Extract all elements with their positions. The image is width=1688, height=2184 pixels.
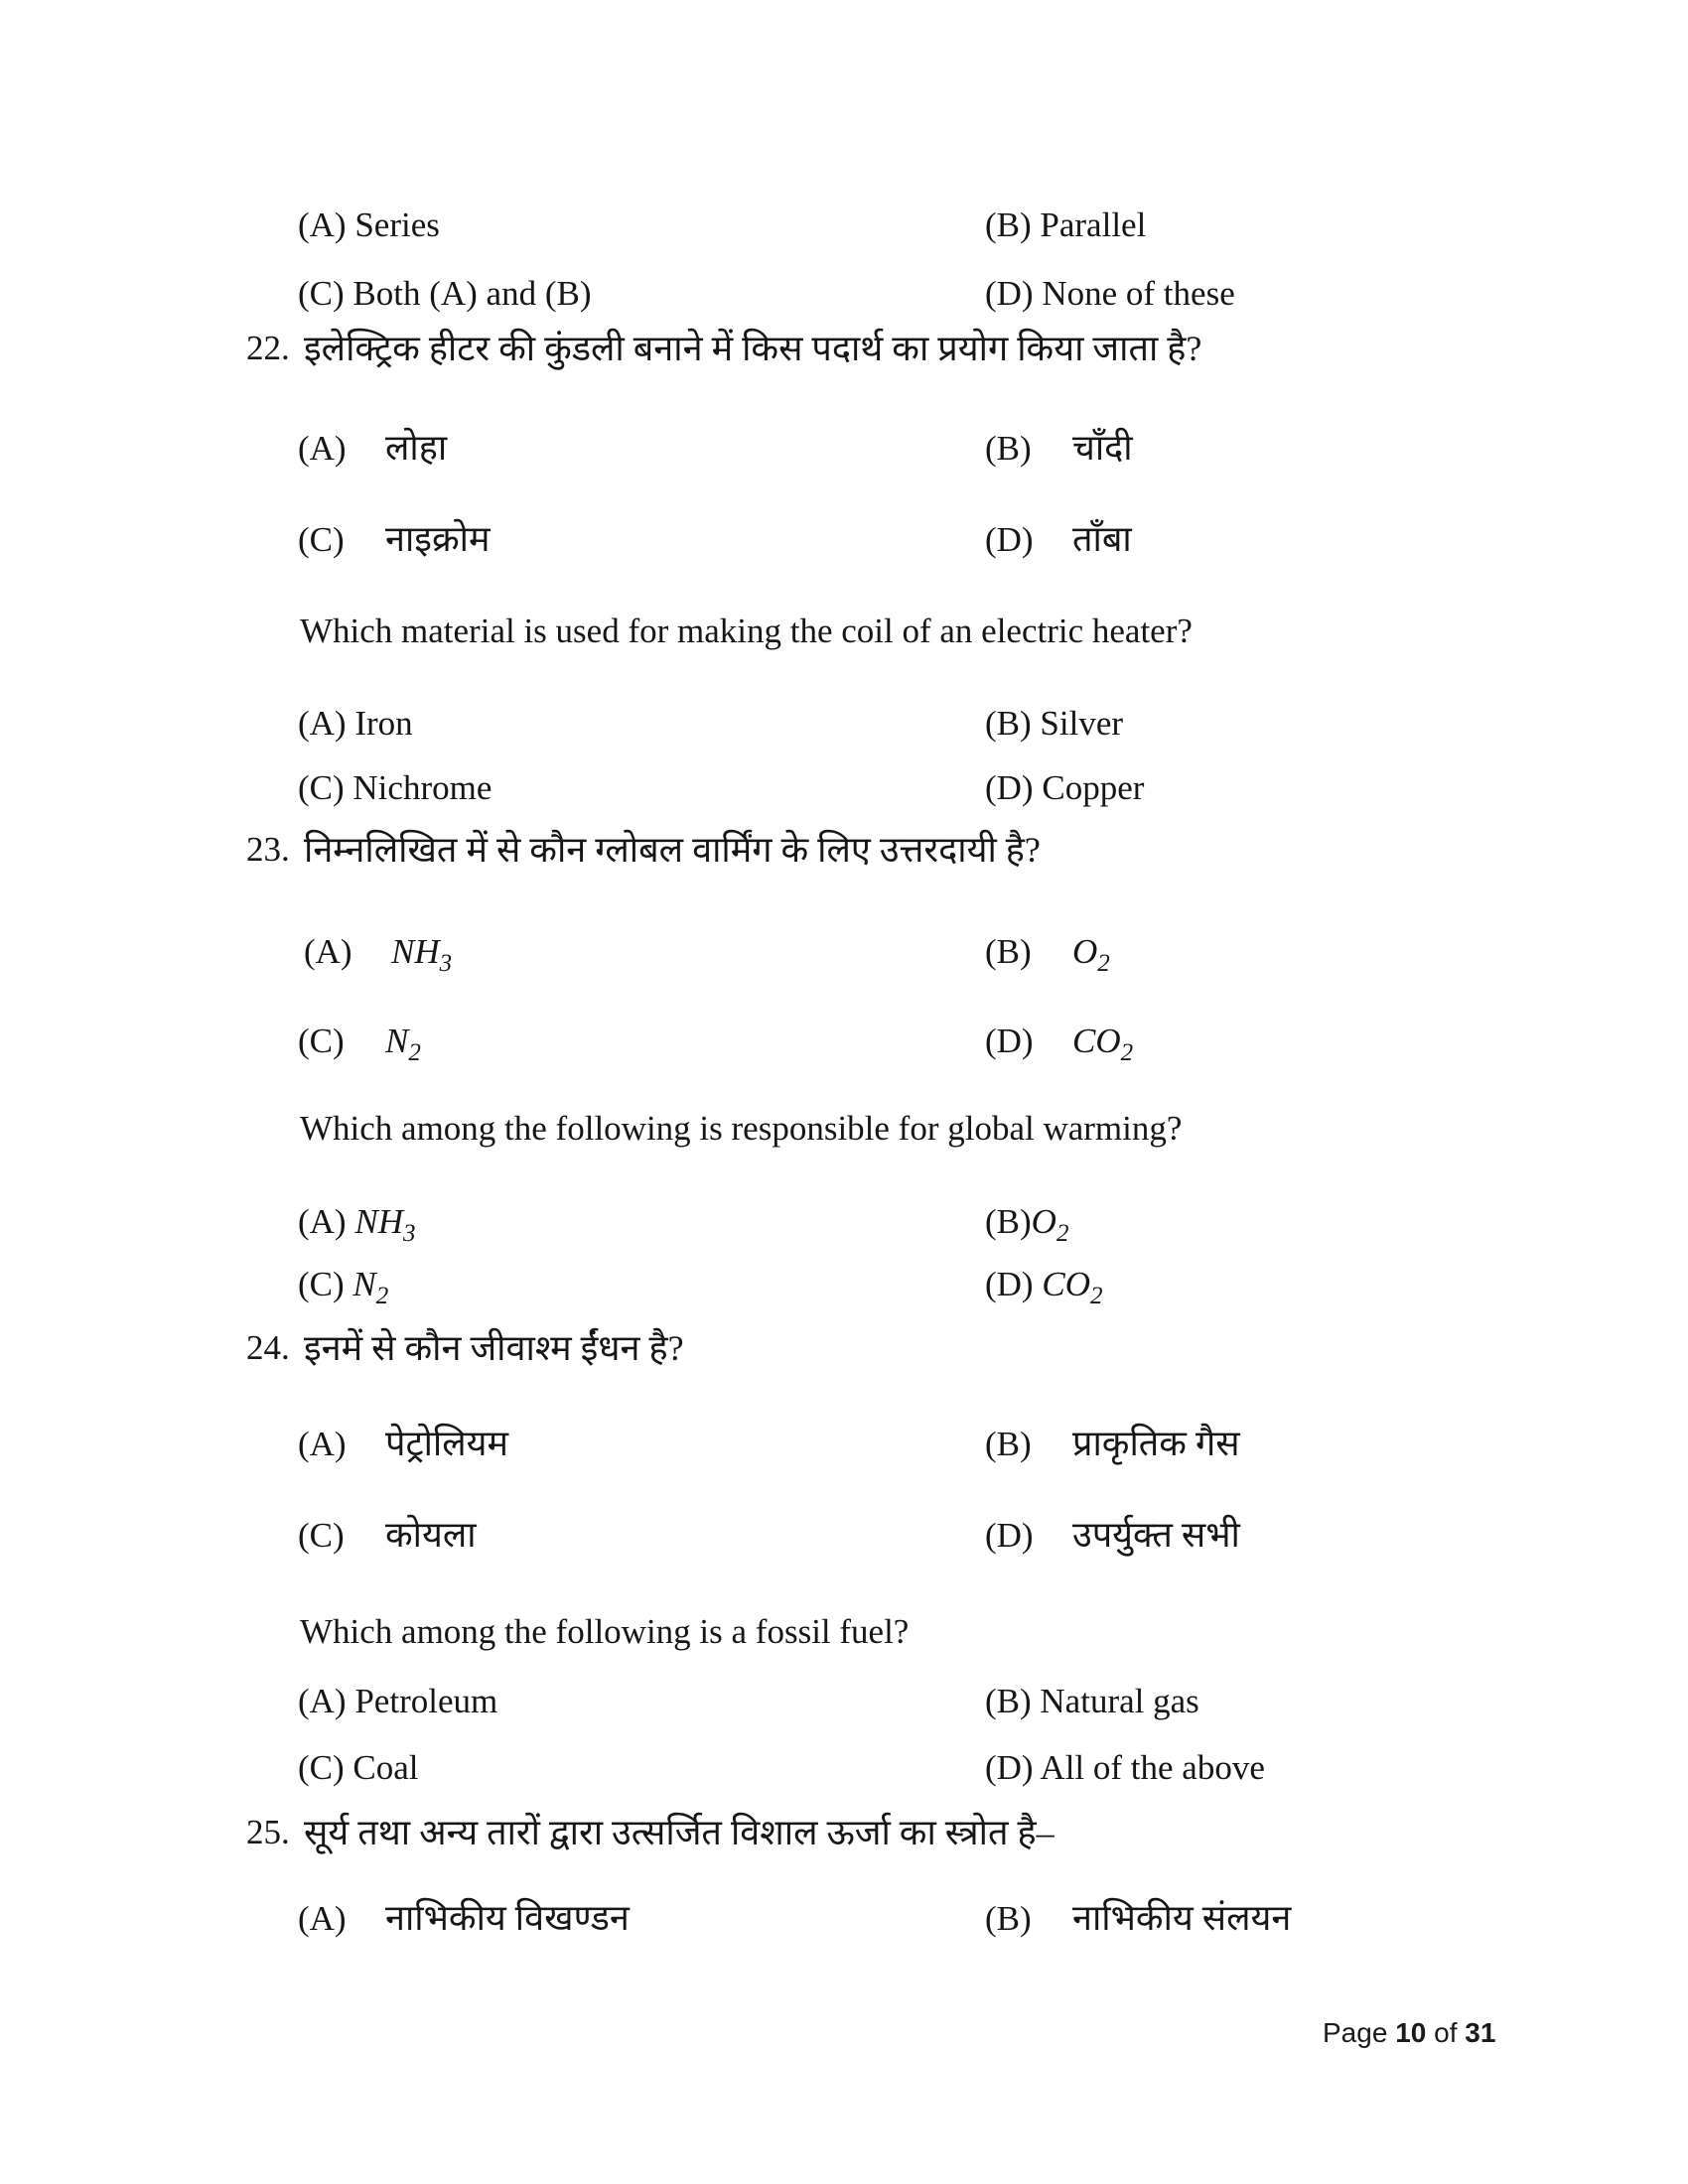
option-label: (D) (985, 520, 1034, 559)
option-d (985, 1747, 1265, 1789)
question-text-english: Which among the following is responsible for global warming? (300, 1109, 1183, 1148)
option-label: (A) (298, 429, 347, 468)
option-label: (A) (298, 1899, 347, 1938)
option-d (985, 273, 1235, 315)
option-label: (D) (985, 274, 1034, 313)
formula-subscript: 2 (408, 1039, 421, 1066)
option-b (985, 703, 1123, 745)
option-a (304, 931, 453, 977)
option-c (298, 518, 490, 561)
footer-word-of: of (1434, 2017, 1458, 2048)
chemical-formula (354, 1202, 416, 1247)
option-label: (A) (304, 932, 352, 971)
option-text: नाभिकीय संलयन (1072, 1898, 1292, 1938)
option-label: (B) (985, 1899, 1032, 1938)
formula-base: NH (391, 932, 440, 971)
option-text: Iron (354, 704, 413, 743)
question-text-hindi: इलेक्ट्रिक हीटर की कुंडली बनाने में किस पदार्थ का प्रयोग किया जाता है? (304, 329, 1202, 368)
option-text: Petroleum (354, 1682, 498, 1720)
option-label: (C) (298, 1265, 345, 1303)
option-b (985, 1201, 1069, 1247)
option-label: (C) (298, 520, 345, 559)
option-a (298, 1897, 630, 1940)
question-text-hindi: निम्नलिखित में से कौन ग्लोबल वार्मिंग के लिए उत्तरदायी है? (304, 830, 1041, 870)
option-text: Nichrome (352, 768, 492, 807)
footer-current-page: 10 (1395, 2017, 1427, 2048)
option-text: Copper (1042, 768, 1145, 807)
option-text: Series (354, 205, 440, 244)
option-label: (C) (298, 1022, 345, 1060)
question-text-english: Which material is used for making the coil of an electric heater? (300, 612, 1193, 650)
option-a (298, 1201, 416, 1247)
formula-subscript: 3 (402, 1220, 416, 1247)
option-text: चाँदी (1072, 428, 1133, 468)
option-text: प्राकृतिक गैस (1072, 1424, 1240, 1463)
option-label: (B) (985, 429, 1032, 468)
page-footer (1323, 2017, 1495, 2049)
option-b (985, 1681, 1199, 1722)
option-text: None of these (1042, 274, 1235, 313)
option-label: (C) (298, 1516, 345, 1555)
formula-base: O (1031, 1202, 1056, 1241)
question-text-hindi: सूर्य तथा अन्य तारों द्वारा उत्सर्जित विशाल ऊर्जा का स्त्रोत है– (304, 1813, 1055, 1852)
chemical-formula (385, 1022, 421, 1066)
question-text-hindi: इनमें से कौन जीवाश्म ईंधन है? (304, 1328, 684, 1368)
option-c (298, 1747, 419, 1789)
option-label: (C) (298, 274, 345, 313)
option-label: (C) (298, 768, 345, 807)
option-label: (A) (298, 1425, 347, 1463)
option-c (298, 1264, 389, 1309)
option-label: (B) (985, 704, 1032, 743)
option-a (298, 427, 447, 470)
option-a (298, 205, 440, 246)
question-number: 25. (246, 1813, 290, 1851)
formula-subscript: 2 (375, 1283, 389, 1309)
option-label: (D) (985, 768, 1034, 807)
option-text: Natural gas (1040, 1682, 1199, 1720)
option-d (985, 767, 1144, 809)
option-a (298, 1423, 508, 1465)
option-label: (D) (985, 1022, 1034, 1060)
option-c (298, 767, 492, 809)
option-c (298, 1021, 421, 1066)
option-label: (B) (985, 1202, 1032, 1241)
option-b (985, 205, 1146, 246)
chemical-formula (352, 1265, 389, 1309)
option-text: उपर्युक्त सभी (1072, 1515, 1240, 1555)
option-label: (C) (298, 1748, 345, 1787)
formula-subscript: 2 (1097, 950, 1110, 977)
formula-subscript: 2 (1055, 1220, 1069, 1247)
footer-word-page: Page (1323, 2017, 1388, 2048)
option-label: (B) (985, 1425, 1032, 1463)
option-text: ताँबा (1072, 519, 1132, 559)
option-a (298, 1681, 497, 1722)
option-d (985, 1264, 1103, 1309)
option-d (985, 518, 1132, 561)
option-b (985, 1423, 1240, 1465)
option-text: नाभिकीय विखण्डन (385, 1898, 630, 1938)
option-label: (B) (985, 1682, 1032, 1720)
option-text: कोयला (385, 1515, 477, 1555)
option-text: नाइक्रोम (385, 519, 491, 559)
option-text: Coal (352, 1748, 419, 1787)
chemical-formula (1031, 1202, 1069, 1247)
option-label: (D) (985, 1516, 1034, 1555)
option-text: All of the above (1040, 1748, 1265, 1787)
option-b (985, 1897, 1291, 1940)
option-label: (D) (985, 1265, 1034, 1303)
formula-subscript: 2 (1089, 1283, 1103, 1309)
formula-subscript: 3 (439, 950, 453, 977)
formula-base: N (385, 1022, 409, 1060)
option-d (985, 1021, 1134, 1066)
formula-base: N (352, 1265, 376, 1303)
option-b (985, 427, 1133, 470)
option-text: Silver (1040, 704, 1124, 743)
option-text: पेट्रोलियम (385, 1424, 509, 1463)
chemical-formula (1072, 932, 1110, 977)
chemical-formula (1042, 1265, 1103, 1309)
option-label: (B) (985, 932, 1032, 971)
question-number: 24. (246, 1328, 290, 1367)
option-text: Parallel (1040, 205, 1147, 244)
option-c (298, 273, 592, 315)
option-text: लोहा (385, 428, 448, 468)
option-a (298, 703, 413, 745)
option-label: (A) (298, 1682, 347, 1720)
question-number: 22. (246, 329, 290, 367)
chemical-formula (1072, 1022, 1134, 1066)
question-text-english: Which among the following is a fossil fuel? (300, 1612, 910, 1651)
option-text: Both (A) and (B) (352, 274, 592, 313)
footer-total-pages: 31 (1465, 2017, 1496, 2048)
formula-base: CO (1072, 1022, 1121, 1060)
option-d (985, 1514, 1240, 1557)
option-label: (D) (985, 1748, 1034, 1787)
option-label: (A) (298, 704, 347, 743)
option-b (985, 931, 1110, 977)
option-c (298, 1514, 477, 1557)
chemical-formula (391, 932, 453, 977)
question-number: 23. (246, 830, 290, 869)
option-label: (A) (298, 205, 347, 244)
formula-base: O (1072, 932, 1098, 971)
formula-subscript: 2 (1120, 1039, 1134, 1066)
formula-base: CO (1042, 1265, 1090, 1303)
option-label: (A) (298, 1202, 347, 1241)
option-label: (B) (985, 205, 1032, 244)
formula-base: NH (354, 1202, 403, 1241)
